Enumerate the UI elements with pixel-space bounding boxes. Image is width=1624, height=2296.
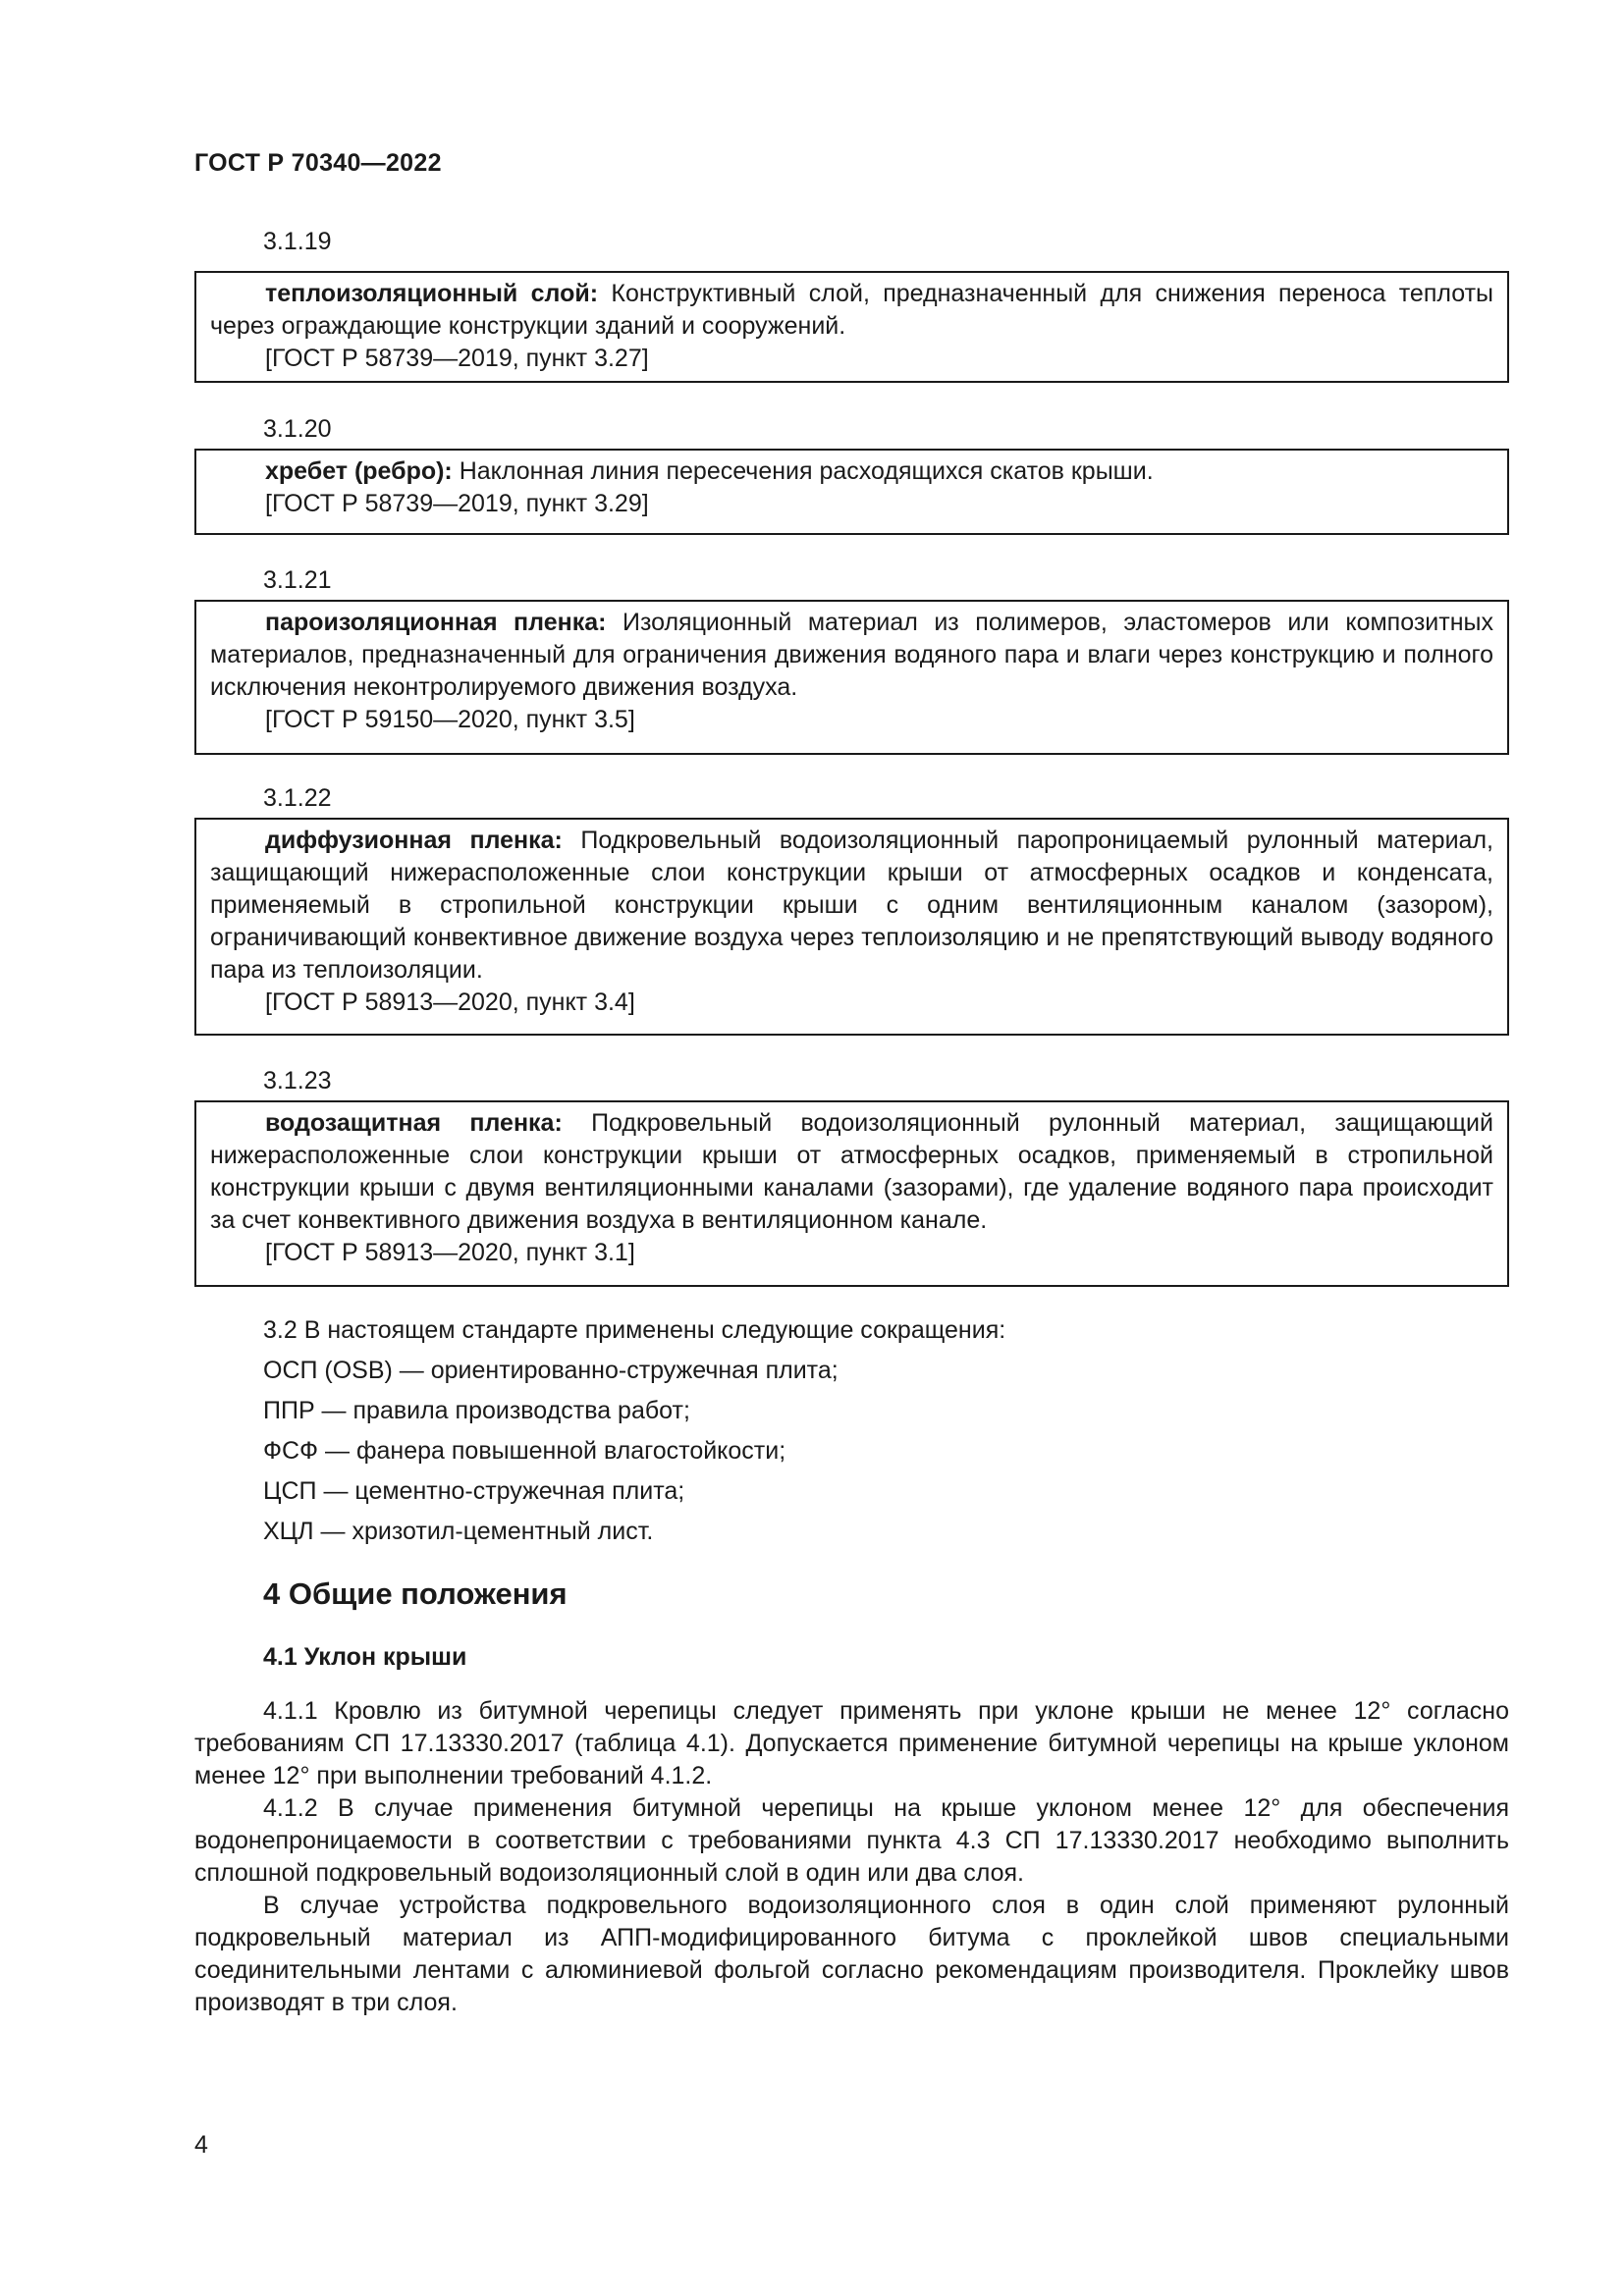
paragraph: 4.1.2 В случае применения битумной черепицы на крыше уклоном менее 12° для обеспечения водонепроницаемости в соответствии с требованиями пункта 4.3 СП 17.13330.2017 необходимо выполнить сплошной подкровельный водоизоляционный слой в один или два слоя. [194,1794,1509,1887]
abbreviation-item: ОСП (OSB) — ориентированно-стружечная плита; [263,1357,839,1384]
term-name: водозащитная пленка: [265,1109,563,1137]
abbreviation-item: ППР — правила производства работ; [263,1397,690,1424]
document-code: ГОСТ Р 70340—2022 [194,149,442,177]
term-source: [ГОСТ Р 58739—2019, пункт 3.29] [265,490,649,517]
term-name: теплоизоляционный слой: [265,280,599,307]
abbreviation-item: ЦСП — цементно-стружечная плита; [263,1477,685,1505]
term-name: хребет (ребро): [265,457,453,485]
term-source: [ГОСТ Р 58913—2020, пункт 3.4] [265,988,635,1016]
term-name: пароизоляционная пленка: [265,609,607,636]
term-number: 3.1.20 [263,415,332,443]
term-definition-box [194,600,1509,755]
term-number: 3.1.19 [263,228,332,255]
term-source: [ГОСТ Р 58739—2019, пункт 3.27] [265,345,649,372]
term-number: 3.1.23 [263,1067,332,1095]
subsection-title: 4.1 Уклон крыши [263,1643,467,1671]
term-definition-box [194,449,1509,535]
term-number: 3.1.22 [263,784,332,812]
section-title: 4 Общие положения [263,1576,568,1611]
term-definition: Изоляционный материал из полимеров, эластомеров или композитных материалов, предназначенный для ограничения движения водяного пара и влаги через конструкцию и полного исключения неконтролируемого движения воздуха. [210,609,1493,701]
term-number: 3.1.21 [263,566,332,594]
term-definition: Подкровельный водоизоляционный рулонный материал, защищающий нижерасположенные слои конструкции крыши от атмосферных осадков, применяемый в стропильной конструкции крыши с двумя вентиляционными каналами (зазорами), где удаление водяного пара происходит за счет конвективного движения воздуха в вентиляционном канале. [210,1109,1493,1234]
abbreviations-list [194,1314,1509,1556]
term-source: [ГОСТ Р 59150—2020, пункт 3.5] [265,706,635,733]
term-definition: Наклонная линия пересечения расходящихся скатов крыши. [459,457,1154,485]
abbreviation-item: ФСФ — фанера повышенной влагостойкости; [263,1437,786,1465]
term-definition-box [194,818,1509,1036]
term-source: [ГОСТ Р 58913—2020, пункт 3.1] [265,1239,635,1266]
paragraph: 4.1.1 Кровлю из битумной черепицы следует применять при уклоне крыши не менее 12° согласно требованиям СП 17.13330.2017 (таблица 4.1). Допускается применение битумной черепицы на крыше уклоном менее 12° при выполнении требований 4.1.2. [194,1697,1509,1789]
term-definition-box [194,1100,1509,1287]
term-name: диффузионная пленка: [265,827,563,854]
term-definition: Конструктивный слой, предназначенный для снижения переноса теплоты через ограждающие конструкции зданий и сооружений. [210,280,1494,340]
page-number: 4 [194,2131,208,2159]
paragraph: В случае устройства подкровельного водоизоляционного слоя в один слой применяют рулонный подкровельный материал из АПП-модифицированного битума с проклейкой швов специальными соединительными лентами с алюминиевой фольгой согласно рекомендациям производителя. Проклейку швов производят в три слоя. [194,1892,1509,2016]
term-definition: Подкровельный водоизоляционный паропроницаемый рулонный материал, защищающий нижерасположенные слои конструкции крыши от атмосферных осадков и конденсата, применяемый в стропильной конструкции крыши с одним вентиляционным каналом (зазором), ограничивающий конвективное движение воздуха через теплоизоляцию и не препятствующий выводу водяного пара из теплоизоляции. [210,827,1493,984]
abbreviations-intro: 3.2 В настоящем стандарте применены следующие сокращения: [263,1316,1006,1344]
term-definition-box [194,271,1509,383]
section-body [194,1695,1509,2019]
abbreviation-item: ХЦЛ — хризотил-цементный лист. [263,1518,654,1545]
